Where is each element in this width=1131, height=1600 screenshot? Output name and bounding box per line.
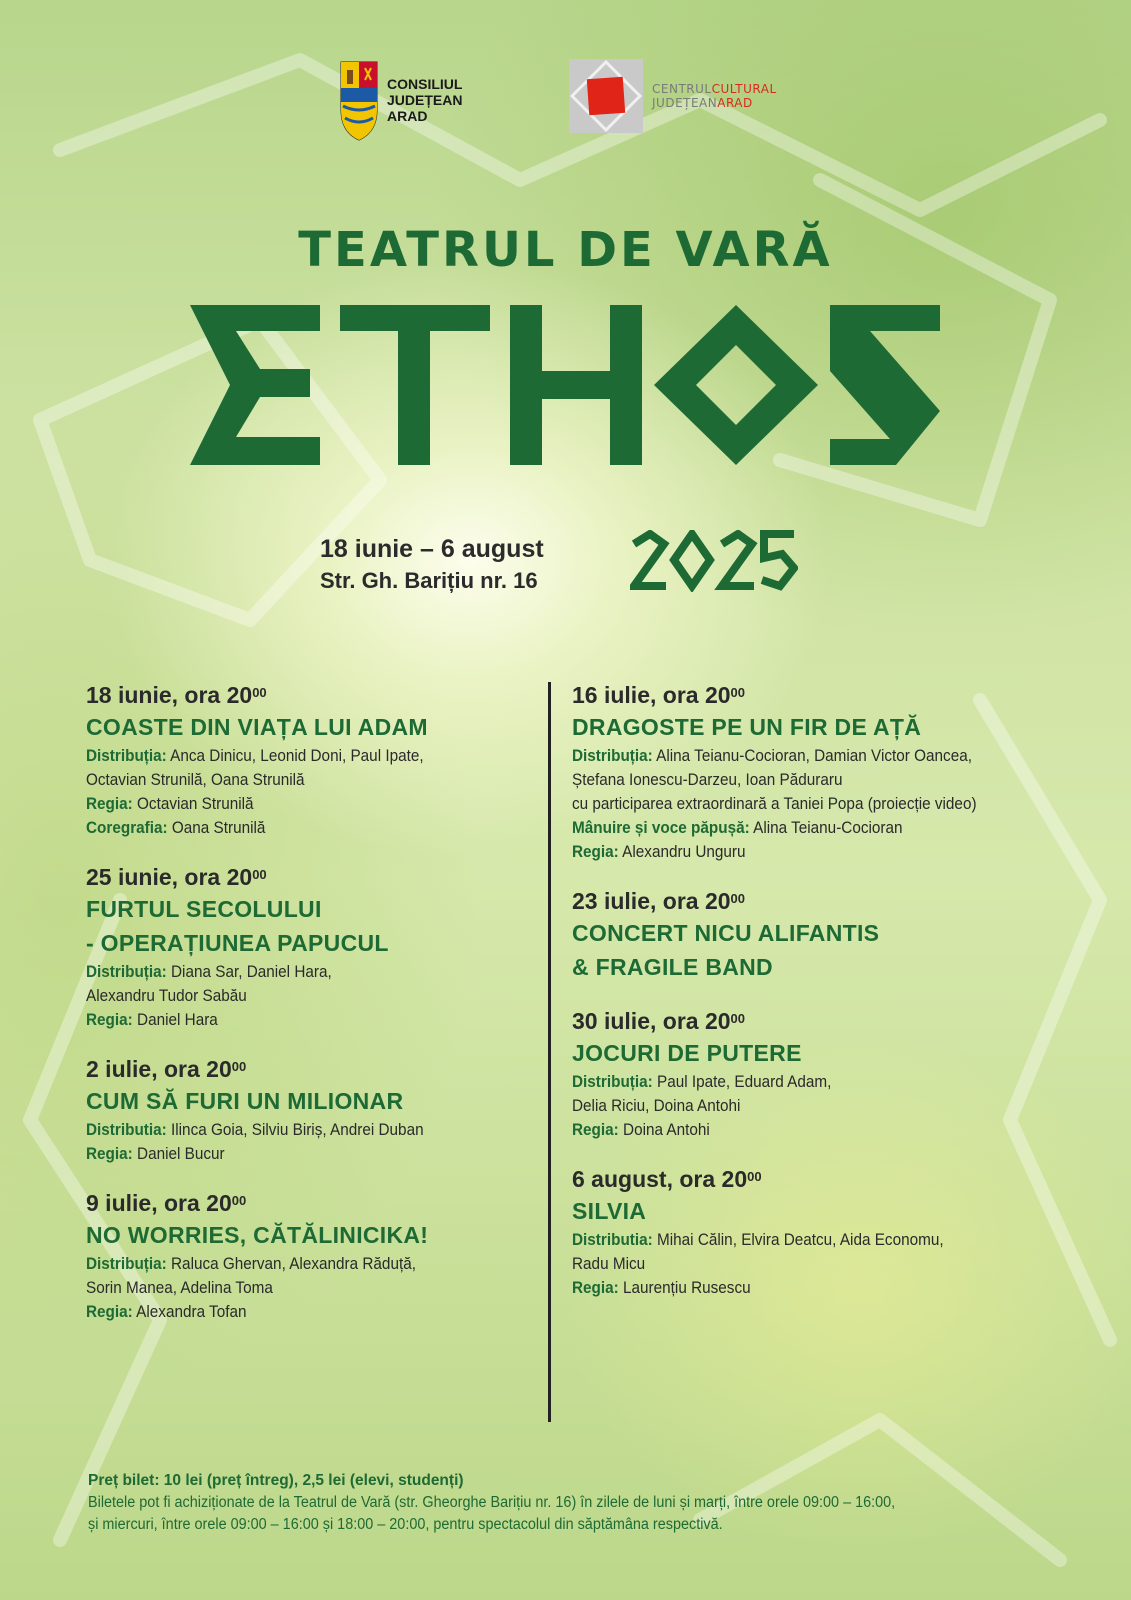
event-credit-line xyxy=(86,960,491,984)
event-item xyxy=(86,1054,536,1166)
credit-text: Sorin Manea, Adelina Toma xyxy=(86,1278,273,1297)
event-date xyxy=(86,862,536,892)
event-time-minutes: 00 xyxy=(730,685,745,700)
ticket-info-line2: și miercuri, între orele 09:00 – 16:00 și 18:00 – 20:00, pentru spectacolul din săptămâna respectivă. xyxy=(88,1516,723,1533)
cc-line1a: CENTRUL xyxy=(652,82,712,96)
year-2025-wordmark xyxy=(630,530,798,592)
event-date-text: 25 iunie, ora 20 xyxy=(86,864,253,890)
event-time-minutes: 00 xyxy=(231,1193,247,1208)
credit-text: Ștefana Ionescu-Darzeu, Ioan Păduraru xyxy=(572,770,843,789)
event-credit-line xyxy=(86,1252,491,1276)
event-credit-line xyxy=(572,840,1040,864)
credit-text: cu participarea extraordinară a Taniei Popa (proiecție video) xyxy=(572,794,977,813)
event-date xyxy=(572,1164,1092,1194)
event-credit-line xyxy=(86,768,491,792)
cj-line1: CONSILIUL xyxy=(387,76,463,92)
ticket-price: Preț bilet: 10 lei (preț întreg), 2,5 lei (elevi, studenți) xyxy=(88,1472,464,1489)
event-credit-line xyxy=(86,1142,491,1166)
column-divider xyxy=(548,682,551,1422)
credit-label: Regia: xyxy=(572,842,619,861)
event-item xyxy=(86,1188,536,1324)
event-date xyxy=(572,680,1092,710)
event-title-line2: - OPERAȚIUNEA PAPUCUL xyxy=(86,930,389,956)
event-time-minutes: 00 xyxy=(730,891,745,906)
cj-line2: JUDEȚEAN xyxy=(387,92,463,108)
arad-coat-of-arms-icon xyxy=(339,58,379,142)
credit-label: Regia: xyxy=(86,1144,133,1163)
event-credit-line xyxy=(572,768,1040,792)
event-date-text: 18 iunie, ora 20 xyxy=(86,682,253,708)
event-credit-line xyxy=(86,792,491,816)
credit-label: Regia: xyxy=(86,794,133,813)
credit-label: Distribuția: xyxy=(86,1254,167,1273)
consiliul-judetean-logo xyxy=(339,58,462,142)
ethos-wordmark xyxy=(190,305,940,465)
event-date-text: 16 iulie, ora 20 xyxy=(572,682,731,708)
event-credit-line xyxy=(572,744,1040,768)
credit-text: Laurențiu Rusescu xyxy=(618,1278,751,1297)
event-credit-line xyxy=(572,1070,1040,1094)
event-time-minutes: 00 xyxy=(231,1059,247,1074)
credit-label: Regia: xyxy=(86,1302,133,1321)
program-left-column xyxy=(86,680,536,1346)
event-time-minutes: 00 xyxy=(252,867,267,882)
event-time-minutes: 00 xyxy=(730,1011,745,1026)
event-title: FURTUL SECOLULUI xyxy=(86,896,322,922)
festival-dates xyxy=(320,533,544,597)
event-date-text: 9 iulie, ora 20 xyxy=(86,1190,232,1216)
event-item xyxy=(572,1164,1092,1300)
credit-label: Distributia: xyxy=(86,1120,167,1139)
event-credit-line xyxy=(86,744,491,768)
event-date xyxy=(572,1006,1092,1036)
credit-text: Alina Teianu-Cocioran xyxy=(749,818,903,837)
credit-text: Radu Micu xyxy=(572,1254,646,1273)
credit-text: Daniel Bucur xyxy=(132,1144,225,1163)
ticket-info-line1: Biletele pot fi achiziționate de la Teatrul de Vară (str. Gheorghe Barițiu nr. 16) în zilele de luni și marți, între orele 09:00 – 16:00, xyxy=(88,1494,896,1511)
credit-label: Distribuția: xyxy=(572,1072,653,1091)
event-title: DRAGOSTE PE UN FIR DE AȚĂ xyxy=(572,714,922,740)
event-date xyxy=(86,680,536,710)
event-item xyxy=(572,1006,1092,1142)
cj-logo-text xyxy=(387,76,462,124)
credit-label: Mânuire și voce păpușă: xyxy=(572,818,750,837)
program-right-column xyxy=(572,680,1092,1322)
event-credit-line xyxy=(86,1276,491,1300)
credit-text: Raluca Ghervan, Alexandra Răduță, xyxy=(166,1254,416,1273)
credit-text: Mihai Călin, Elvira Deatcu, Aida Economu, xyxy=(652,1230,944,1249)
credit-text: Alexandru Tudor Sabău xyxy=(86,986,247,1005)
credit-text: Daniel Hara xyxy=(132,1010,218,1029)
credit-text: Ilinca Goia, Silviu Biriș, Andrei Duban xyxy=(166,1120,424,1139)
event-credit-line xyxy=(572,1276,1040,1300)
centrul-cultural-mark-icon xyxy=(568,58,644,134)
event-time-minutes: 00 xyxy=(252,685,267,700)
event-item xyxy=(572,886,1092,984)
event-credit-line xyxy=(572,1252,1040,1276)
credit-label: Regia: xyxy=(572,1120,619,1139)
event-item xyxy=(86,680,536,840)
event-item xyxy=(86,862,536,1032)
credit-label: Distribuția: xyxy=(86,962,167,981)
event-credit-line xyxy=(572,1228,1040,1252)
event-title: CUM SĂ FURI UN MILIONAR xyxy=(86,1088,404,1114)
cc-line2b: ARAD xyxy=(717,96,753,110)
event-credit-line xyxy=(86,1118,491,1142)
event-time-minutes: 00 xyxy=(747,1169,762,1184)
event-title-line2: & FRAGILE BAND xyxy=(572,954,773,980)
event-date xyxy=(86,1188,536,1218)
event-credit-line xyxy=(86,1300,491,1324)
credit-text: Oana Strunilă xyxy=(167,818,266,837)
credit-text: Diana Sar, Daniel Hara, xyxy=(166,962,332,981)
cj-line3: ARAD xyxy=(387,108,428,124)
credit-text: Anca Dinicu, Leonid Doni, Paul Ipate, xyxy=(166,746,424,765)
year-text: 2025 xyxy=(630,530,633,531)
credit-label: Regia: xyxy=(86,1010,133,1029)
event-date xyxy=(572,886,1092,916)
event-credit-line xyxy=(572,1118,1040,1142)
cc-line2a: JUDEȚEAN xyxy=(652,96,718,110)
credit-text: Alexandra Tofan xyxy=(132,1302,247,1321)
event-item xyxy=(572,680,1092,864)
event-date-text: 23 iulie, ora 20 xyxy=(572,888,731,914)
credit-label: Regia: xyxy=(572,1278,619,1297)
event-credit-line xyxy=(86,1008,491,1032)
event-credit-line xyxy=(572,816,1040,840)
credit-label: Coregrafia: xyxy=(86,818,168,837)
credit-text: Paul Ipate, Eduard Adam, xyxy=(652,1072,832,1091)
event-date-text: 30 iulie, ora 20 xyxy=(572,1008,731,1034)
credit-text: Delia Riciu, Doina Antohi xyxy=(572,1096,741,1115)
credit-text: Octavian Strunilă xyxy=(132,794,254,813)
credit-text: Doina Antohi xyxy=(618,1120,710,1139)
event-date-text: 2 iulie, ora 20 xyxy=(86,1056,232,1082)
date-range: 18 iunie – 6 august xyxy=(320,535,544,563)
credit-label: Distribuția: xyxy=(572,746,653,765)
event-credit-line xyxy=(572,792,1040,816)
event-credit-line xyxy=(572,1094,1040,1118)
credit-text: Octavian Strunilă, Oana Strunilă xyxy=(86,770,305,789)
event-credit-line xyxy=(86,816,491,840)
venue-address: Str. Gh. Barițiu nr. 16 xyxy=(320,568,538,593)
event-title: COASTE DIN VIAȚA LUI ADAM xyxy=(86,714,428,740)
event-date xyxy=(86,1054,536,1084)
credit-label: Distribuția: xyxy=(86,746,167,765)
event-title: CONCERT NICU ALIFANTIS xyxy=(572,920,880,946)
event-title: SILVIA xyxy=(572,1198,647,1224)
centrul-cultural-logo xyxy=(568,58,777,134)
event-title: JOCURI DE PUTERE xyxy=(572,1040,802,1066)
subtitle-teatrul-de-vara: TEATRUL DE VARĂ xyxy=(298,222,833,278)
credit-text: Alexandru Unguru xyxy=(618,842,746,861)
credit-label: Distributia: xyxy=(572,1230,653,1249)
cc-logo-text xyxy=(652,82,777,110)
event-title: NO WORRIES, CĂTĂLINICIKA! xyxy=(86,1222,429,1248)
credit-text: Alina Teianu-Cocioran, Damian Victor Oancea, xyxy=(652,746,972,765)
event-credit-line xyxy=(86,984,491,1008)
event-date-text: 6 august, ora 20 xyxy=(572,1166,748,1192)
ticket-info xyxy=(88,1470,1068,1536)
cc-line1b: CULTURAL xyxy=(711,82,777,96)
